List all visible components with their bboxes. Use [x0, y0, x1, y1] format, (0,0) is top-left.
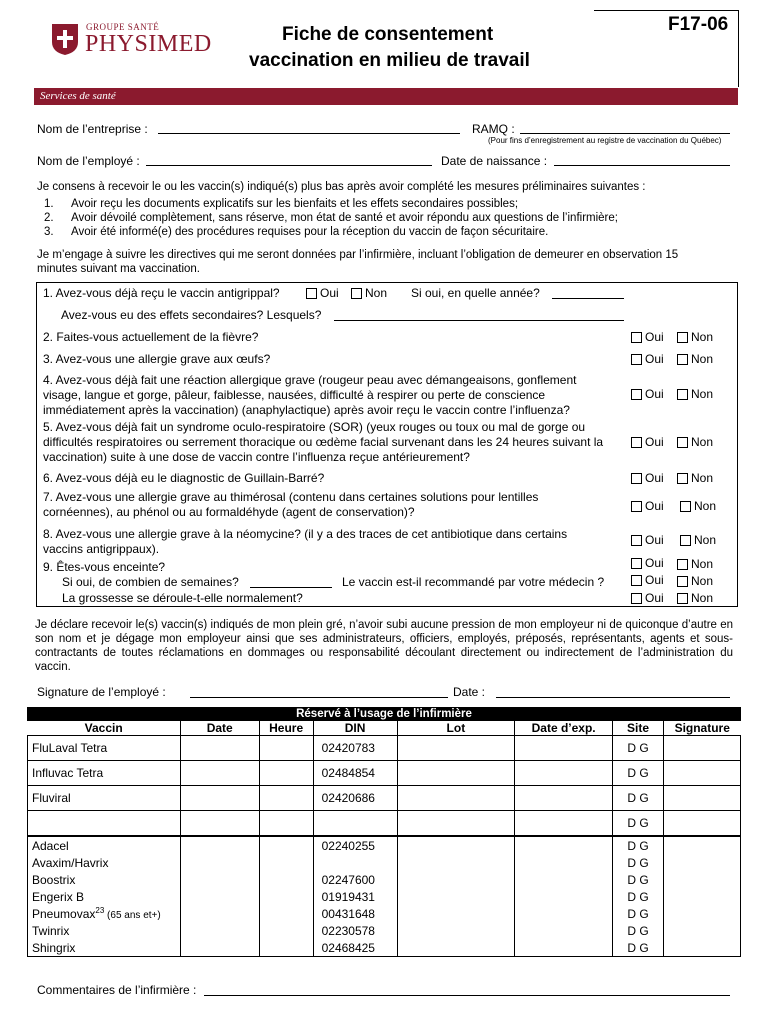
vaccin-cell: Shingrix — [28, 939, 181, 957]
checkbox[interactable] — [351, 288, 362, 299]
vaccin-cell: FluLaval Tetra — [28, 736, 181, 761]
question-2: 2. Faites-vous actuellement de la fièvre? — [43, 330, 259, 344]
col-exp: Date d’exp. — [515, 721, 613, 736]
exp-cell[interactable] — [515, 854, 613, 871]
vaccin-cell: Influvac Tetra — [28, 761, 181, 786]
q9-normal-oui[interactable] — [631, 591, 664, 605]
signature-cell[interactable] — [663, 836, 740, 854]
q9-reco-non[interactable] — [677, 574, 713, 588]
question-4: 4. Avez-vous déjà fait une réaction allergique grave (rougeur peau avec démangeaisons, gonflement visage, langue et gorge, pâleur, faiblesse, nausées, difficulté à respirer ou perte de conscience immédiatement après la vaccination) (anaphylactique) après avoir reçu le vaccin contre l’influenza? — [43, 373, 577, 417]
date-cell[interactable] — [180, 836, 259, 854]
heure-cell[interactable] — [259, 761, 313, 786]
signature-cell[interactable] — [663, 854, 740, 871]
services-band-label: Services de santé — [40, 90, 116, 102]
exp-cell[interactable] — [515, 811, 613, 837]
din-cell: 02420686 — [313, 786, 397, 811]
q1-effects-input[interactable] — [334, 307, 624, 321]
oui-label: Oui — [645, 556, 664, 570]
din-cell — [313, 854, 397, 871]
table-row — [28, 905, 741, 922]
services-band — [34, 88, 738, 105]
q6-non[interactable] — [677, 471, 713, 485]
table-header-row — [28, 721, 741, 736]
signature-cell[interactable] — [663, 905, 740, 922]
employe-label: Nom de l’employé : — [37, 154, 140, 168]
col-date: Date — [180, 721, 259, 736]
exp-cell[interactable] — [515, 888, 613, 905]
signature-cell[interactable] — [663, 922, 740, 939]
non-label: Non — [691, 557, 714, 571]
logo-main-text: PHYSIMED — [85, 31, 212, 57]
date-cell[interactable] — [180, 922, 259, 939]
lot-cell[interactable] — [397, 922, 515, 939]
non-label: Non — [365, 286, 388, 300]
non-label: Non — [691, 574, 714, 588]
pneumo-note: (65 ans et+) — [104, 910, 161, 921]
heure-cell[interactable] — [259, 922, 313, 939]
din-cell: 01919431 — [313, 888, 397, 905]
signature-cell[interactable] — [663, 888, 740, 905]
vaccin-cell: Avaxim/Havrix — [28, 854, 181, 871]
q5-non[interactable] — [677, 435, 713, 449]
table-row — [28, 854, 741, 871]
din-cell — [313, 811, 397, 837]
q7-non[interactable] — [680, 499, 716, 513]
din-cell: 00431648 — [313, 905, 397, 922]
oui-label: Oui — [645, 330, 664, 344]
non-label: Non — [691, 591, 714, 605]
vaccin-cell: Boostrix — [28, 871, 181, 888]
consent-item-1 — [44, 197, 518, 211]
q3-oui[interactable] — [631, 352, 664, 366]
non-label: Non — [694, 499, 717, 513]
q5-oui[interactable] — [631, 435, 664, 449]
din-cell: 02420783 — [313, 736, 397, 761]
vaccin-cell: Engerix B — [28, 888, 181, 905]
non-label: Non — [691, 330, 714, 344]
site-cell: D G — [613, 922, 664, 939]
question-7: 7. Avez-vous une allergie grave au thimérosal (contenu dans certaines solutions pour lentilles cornéennes), au phénol ou au formaldéhyde (agent de conservation)? — [43, 490, 539, 519]
question-8: 8. Avez-vous une allergie grave à la néomycine? (il y a des traces de cet antibiotique dans certains vaccins antigrippaux). — [43, 527, 568, 556]
checkbox[interactable] — [631, 575, 642, 586]
date-cell[interactable] — [180, 736, 259, 761]
q2-non[interactable] — [677, 330, 713, 344]
consent-intro: Je consens à recevoir le ou les vaccin(s) indiqué(s) plus bas après avoir complété les mesures préliminaires suivantes : — [37, 181, 646, 193]
checkbox[interactable] — [631, 593, 642, 604]
comments-label: Commentaires de l’infirmière : — [37, 983, 197, 997]
lot-cell[interactable] — [397, 888, 515, 905]
site-cell: D G — [613, 939, 664, 957]
heure-cell[interactable] — [259, 905, 313, 922]
checkbox[interactable] — [631, 473, 642, 484]
q6-oui[interactable] — [631, 471, 664, 485]
q1-year-label: Si oui, en quelle année? — [411, 286, 540, 300]
site-cell: D G — [613, 888, 664, 905]
ramq-label: RAMQ : — [472, 122, 515, 136]
checkbox[interactable] — [631, 437, 642, 448]
vaccine-table — [27, 721, 741, 957]
question-3: 3. Avez-vous une allergie grave aux œufs? — [43, 352, 271, 366]
vaccin-cell — [28, 811, 181, 837]
naissance-label: Date de naissance : — [441, 154, 548, 168]
non-label: Non — [691, 387, 714, 401]
employe-input[interactable] — [146, 153, 432, 166]
vaccin-cell: Pneumovax$^{23}$ (65 ans et+) — [28, 905, 181, 922]
signature-date-input[interactable] — [496, 684, 730, 698]
oui-label: Oui — [645, 591, 664, 605]
table-row — [28, 871, 741, 888]
signature-cell[interactable] — [663, 761, 740, 786]
entreprise-input[interactable] — [158, 121, 460, 134]
oui-label: Oui — [645, 435, 664, 449]
col-lot: Lot — [397, 721, 515, 736]
q2-oui[interactable] — [631, 330, 664, 344]
q4-oui[interactable] — [631, 387, 664, 401]
din-cell: 02230578 — [313, 922, 397, 939]
q1-oui[interactable] — [306, 286, 339, 300]
heure-cell[interactable] — [259, 939, 313, 957]
site-cell: D G — [613, 854, 664, 871]
oui-label: Oui — [645, 352, 664, 366]
site-cell: D G — [613, 761, 664, 786]
q1-non[interactable] — [351, 286, 387, 300]
entreprise-label: Nom de l’entreprise : — [37, 122, 148, 136]
exp-cell[interactable] — [515, 761, 613, 786]
consent-item-3 — [44, 225, 548, 239]
form-code: F17-06 — [668, 14, 729, 35]
checkbox[interactable] — [631, 535, 642, 546]
page-title-line2: vaccination en milieu de travail — [249, 50, 530, 71]
din-cell: 02484854 — [313, 761, 397, 786]
q9-weeks-input[interactable] — [250, 574, 332, 588]
table-row — [28, 811, 741, 837]
table-row — [28, 922, 741, 939]
lot-cell[interactable] — [397, 905, 515, 922]
consent-item-num: 1. — [44, 198, 54, 210]
heure-cell[interactable] — [259, 854, 313, 871]
q8-non[interactable] — [680, 533, 716, 547]
col-heure: Heure — [259, 721, 313, 736]
date-cell[interactable] — [180, 905, 259, 922]
exp-cell[interactable] — [515, 786, 613, 811]
signature-input[interactable] — [190, 684, 448, 698]
date-cell[interactable] — [180, 888, 259, 905]
consent-item-text: Avoir été informé(e) des procédures requises pour la réception du vaccin de façon sécuritaire. — [71, 226, 549, 238]
lot-cell[interactable] — [397, 939, 515, 957]
din-cell: 02247600 — [313, 871, 397, 888]
question-5: 5. Avez-vous déjà fait un syndrome oculo-respiratoire (SOR) (yeux rouges ou toux ou mal de gorge ou difficultés respiratoires ou serrement thoracique ou œdème facial survenant dans les 24 heures suivant la vaccination) suite à une dose de vaccin contre l’influenza reçue antérieurement? — [43, 420, 604, 464]
ramq-input[interactable] — [520, 121, 730, 134]
question-1: 1. Avez-vous déjà reçu le vaccin antigrippal? — [43, 286, 280, 300]
date-cell[interactable] — [180, 811, 259, 837]
col-din: DIN — [313, 721, 397, 736]
checkbox[interactable] — [680, 501, 691, 512]
logo-top-text: GROUPE SANTÉ — [86, 22, 160, 32]
heure-cell[interactable] — [259, 871, 313, 888]
table-row — [28, 888, 741, 905]
site-cell: D G — [613, 786, 664, 811]
consent-engage: Je m’engage à suivre les directives qui me seront données par l’infirmière, incluant l’obligation de demeurer en observation 15 minutes suivant ma vaccination. — [37, 249, 679, 275]
date-cell[interactable] — [180, 761, 259, 786]
q9-normal-non[interactable] — [677, 591, 713, 605]
lot-cell[interactable] — [397, 871, 515, 888]
checkbox[interactable] — [677, 593, 688, 604]
q9-non[interactable] — [677, 557, 713, 571]
date-cell[interactable] — [180, 871, 259, 888]
page-title-line1: Fiche de consentement — [282, 24, 494, 45]
signature-label: Signature de l’employé : — [37, 685, 166, 699]
date-cell[interactable] — [180, 854, 259, 871]
checkbox[interactable] — [677, 354, 688, 365]
checkbox[interactable] — [677, 332, 688, 343]
heure-cell[interactable] — [259, 836, 313, 854]
checkbox[interactable] — [677, 437, 688, 448]
vaccin-cell: Adacel — [28, 836, 181, 854]
oui-label: Oui — [320, 286, 339, 300]
q9-oui[interactable] — [631, 556, 664, 570]
exp-cell[interactable] — [515, 939, 613, 957]
oui-label: Oui — [645, 533, 664, 547]
q9-normal-label: La grossesse se déroule-t-elle normalement? — [62, 591, 303, 605]
q8-oui[interactable] — [631, 533, 664, 547]
q7-oui[interactable] — [631, 499, 664, 513]
table-row — [28, 761, 741, 786]
table-row — [28, 786, 741, 811]
lot-cell[interactable] — [397, 836, 515, 854]
lot-cell[interactable] — [397, 736, 515, 761]
consent-item-text: Avoir reçu les documents explicatifs sur les bienfaits et les effets secondaires possibles; — [71, 198, 519, 210]
table-row — [28, 939, 741, 957]
consent-item-num: 3. — [44, 226, 54, 238]
consent-item-text: Avoir dévoilé complètement, sans réserve, mon état de santé et avoir répondu aux questions de l’infirmière; — [71, 212, 618, 224]
site-cell: D G — [613, 871, 664, 888]
site-cell: D G — [613, 836, 664, 854]
q4-non[interactable] — [677, 387, 713, 401]
heure-cell[interactable] — [259, 888, 313, 905]
exp-cell[interactable] — [515, 922, 613, 939]
lot-cell[interactable] — [397, 811, 515, 837]
col-signature: Signature — [663, 721, 740, 736]
oui-label: Oui — [645, 573, 664, 587]
exp-cell[interactable] — [515, 905, 613, 922]
q1-effects-label: Avez-vous eu des effets secondaires? Lesquels? — [61, 308, 322, 322]
cross-shield-icon — [50, 22, 80, 56]
checkbox[interactable] — [631, 558, 642, 569]
exp-cell[interactable] — [515, 871, 613, 888]
signature-date-label: Date : — [453, 685, 486, 699]
reserved-label: Réservé à l’usage de l’infirmière — [296, 708, 472, 720]
signature-cell[interactable] — [663, 871, 740, 888]
checkbox[interactable] — [680, 535, 691, 546]
heure-cell[interactable] — [259, 811, 313, 837]
date-cell[interactable] — [180, 939, 259, 957]
lot-cell[interactable] — [397, 761, 515, 786]
exp-cell[interactable] — [515, 736, 613, 761]
signature-cell[interactable] — [663, 786, 740, 811]
non-label: Non — [691, 435, 714, 449]
heure-cell[interactable] — [259, 736, 313, 761]
col-site: Site — [613, 721, 664, 736]
checkbox[interactable] — [631, 354, 642, 365]
non-label: Non — [691, 352, 714, 366]
vaccin-cell: Fluviral — [28, 786, 181, 811]
question-9: 9. Êtes-vous enceinte? — [43, 560, 166, 574]
heure-cell[interactable] — [259, 786, 313, 811]
lot-cell[interactable] — [397, 854, 515, 871]
oui-label: Oui — [645, 499, 664, 513]
table-row — [28, 736, 741, 761]
non-label: Non — [691, 471, 714, 485]
q3-non[interactable] — [677, 352, 713, 366]
col-vaccin: Vaccin — [28, 721, 181, 736]
din-cell: 02468425 — [313, 939, 397, 957]
table-row — [28, 836, 741, 854]
checkbox[interactable] — [631, 389, 642, 400]
oui-label: Oui — [645, 471, 664, 485]
checkbox[interactable] — [631, 501, 642, 512]
ramq-note: (Pour fins d’enregistrement au registre de vaccination du Québec) — [488, 136, 722, 145]
din-cell: 02240255 — [313, 836, 397, 854]
signature-cell[interactable] — [663, 811, 740, 837]
signature-cell[interactable] — [663, 939, 740, 957]
q1-year-input[interactable] — [552, 285, 624, 299]
non-label: Non — [694, 533, 717, 547]
date-cell[interactable] — [180, 786, 259, 811]
checkbox[interactable] — [677, 576, 688, 587]
consent-item-num: 2. — [44, 212, 54, 224]
logo — [50, 22, 230, 58]
question-6: 6. Avez-vous déjà eu le diagnostic de Guillain-Barré? — [43, 471, 325, 485]
declaration-text: Je déclare recevoir le(s) vaccin(s) indiqués de mon plein gré, n’avoir subi aucune pression de mon employeur ni de quiconque d’autre en son nom et je dégage mon employeur ainsi que ses administrateurs, officiers, employés, préposés, représentants, agents et sous-contractants de toutes réclamations en dommages ou responsabilité découlant directement ou indirectement de l’administration du vaccin. — [35, 619, 733, 673]
naissance-input[interactable] — [554, 153, 730, 166]
q9-reco-oui[interactable] — [631, 573, 664, 587]
pneumo-superscript: 23 — [95, 906, 105, 915]
consent-item-2 — [44, 211, 618, 225]
site-cell: D G — [613, 811, 664, 837]
q9-reco-label: Le vaccin est-il recommandé par votre médecin ? — [342, 575, 605, 589]
vaccin-cell: Twinrix — [28, 922, 181, 939]
comments-input[interactable] — [204, 982, 730, 996]
checkbox[interactable] — [631, 332, 642, 343]
checkbox[interactable] — [306, 288, 317, 299]
checkbox[interactable] — [677, 389, 688, 400]
site-cell: D G — [613, 736, 664, 761]
oui-label: Oui — [645, 387, 664, 401]
exp-cell[interactable] — [515, 836, 613, 854]
lot-cell[interactable] — [397, 786, 515, 811]
signature-cell[interactable] — [663, 736, 740, 761]
checkbox[interactable] — [677, 473, 688, 484]
q9-weeks-label: Si oui, de combien de semaines? — [62, 575, 239, 589]
site-cell: D G — [613, 905, 664, 922]
checkbox[interactable] — [677, 559, 688, 570]
